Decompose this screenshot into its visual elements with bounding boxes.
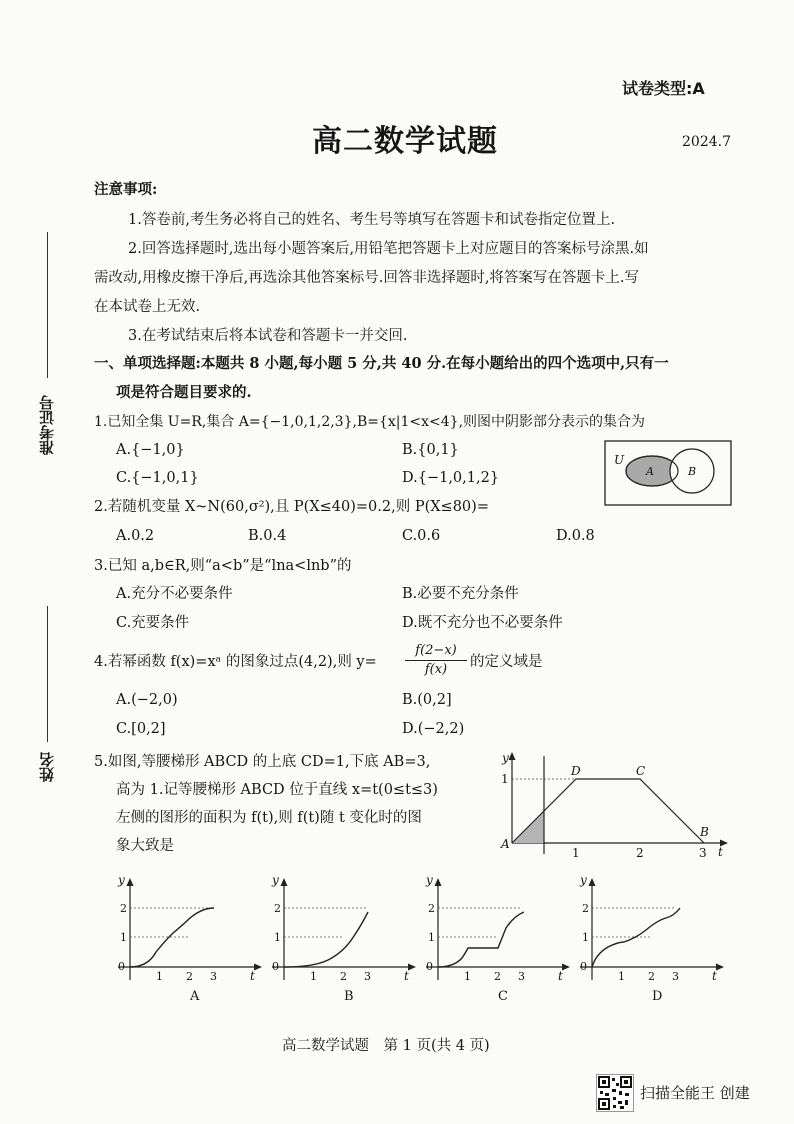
graph-a-label-y1: 1 [120, 931, 127, 944]
graph-a-option-label: A [190, 989, 200, 1002]
q4-fraction-denominator: f(x) [424, 662, 448, 677]
q4-stem-start: 4.若幂函数 f(x)=xᵃ 的图象过点(4,2),则 y= [94, 654, 377, 670]
graph-d-label-x3: 3 [672, 970, 679, 983]
graph-b-label-y: y [272, 873, 279, 887]
q2-option-b: B.0.4 [248, 528, 287, 544]
graph-a-label-x2: 2 [186, 970, 193, 983]
q3-option-c: C.充要条件 [116, 615, 190, 631]
graph-b-label-x2: 2 [340, 970, 347, 983]
page-title: 高二数学试题 [312, 124, 498, 159]
figure-vertex-c: C [636, 764, 646, 778]
q3-option-a: A.充分不必要条件 [116, 586, 233, 602]
q2-option-a: A.0.2 [116, 528, 155, 544]
graph-a-label-t: t [250, 969, 255, 983]
graph-d-label-x2: 2 [648, 970, 655, 983]
graph-c-curve [438, 912, 524, 967]
name-label: 姓名 [38, 752, 56, 782]
graph-d-label-y2: 2 [582, 902, 589, 915]
graph-b-label-x3: 3 [364, 970, 371, 983]
graph-a-label-x3: 3 [210, 970, 217, 983]
q1-stem: 1.已知全集 U=R,集合 A={−1,0,1,2,3},B={x|1<x<4},则图中阴影部分表示的集合为 [94, 414, 646, 430]
q4-option-c: C.[0,2] [116, 721, 166, 737]
q4-fraction-numerator: f(2−x) [405, 642, 467, 661]
q3-option-d: D.既不充分也不必要条件 [402, 615, 563, 631]
exam-date: 2024.7 [682, 134, 731, 150]
figure-vertex-a: A [501, 837, 510, 851]
graph-d-label-y: y [580, 873, 587, 887]
scanner-watermark: 扫描全能王 创建 [640, 1084, 750, 1102]
graph-a-label-y: y [118, 873, 125, 887]
exam-id-label: 准考证号 [38, 395, 56, 455]
graph-b-label-t: t [404, 969, 409, 983]
figure-label-two-x: 2 [636, 846, 644, 860]
graph-d-label-y1: 1 [582, 931, 589, 944]
section-heading-line-1: 一、单项选择题:本题共 8 小题,每小题 5 分,共 40 分.在每小题给出的四个选项中,只有一 [94, 355, 669, 372]
graph-b-option-label: B [344, 989, 354, 1002]
graph-c-label-y: y [426, 873, 433, 887]
figure-vertex-d: D [571, 764, 581, 778]
q4-option-d: D.(−2,2) [402, 721, 465, 737]
graph-b-curve [284, 912, 368, 967]
q5-line-1: 5.如图,等腰梯形 ABCD 的上底 CD=1,下底 AB=3, [94, 754, 431, 770]
paper-type: 试卷类型:A [622, 79, 705, 98]
graph-a-axes [118, 878, 262, 980]
venn-diagram [604, 440, 734, 508]
notice-item-2-line-1: 2.回答选择题时,选出每小题答案后,用铅笔把答题卡上对应题目的答案标号涂黑.如 [128, 241, 649, 257]
graph-option-c [418, 872, 580, 1002]
notice-heading: 注意事项: [94, 181, 158, 198]
graph-d-label-t: t [712, 969, 717, 983]
graph-option-d [572, 872, 734, 1002]
name-line [47, 606, 48, 742]
figure-label-y: y [502, 751, 509, 765]
graph-d-label-x1: 1 [618, 970, 625, 983]
q4-option-a: A.(−2,0) [116, 692, 178, 708]
q3-option-b: B.必要不充分条件 [402, 586, 519, 602]
graph-d-axes [580, 878, 724, 980]
q1-option-b: B.{0,1} [402, 442, 459, 458]
page-footer: 高二数学试题 第 1 页(共 4 页) [282, 1038, 490, 1054]
q1-option-d: D.{−1,0,1,2} [402, 470, 500, 486]
notice-item-2-line-3: 在本试卷上无效. [94, 299, 201, 315]
graph-option-b [264, 872, 426, 1002]
graph-d-ticks [592, 908, 676, 937]
q2-option-c: C.0.6 [402, 528, 441, 544]
q4-fraction [405, 642, 467, 678]
figure-y-arrow [509, 752, 516, 760]
figure-label-one-y: 1 [501, 772, 509, 786]
graph-b-label-y2: 2 [274, 902, 281, 915]
graph-b-axes [272, 878, 416, 980]
notice-item-3: 3.在考试结束后将本试卷和答题卡一并交回. [128, 328, 408, 344]
graph-c-option-label: C [498, 989, 508, 1002]
q4-stem-end: 的定义域是 [470, 654, 543, 670]
graph-c-label-o: 0 [426, 960, 433, 973]
graph-a-label-o: 0 [118, 960, 125, 973]
venn-label-a: A [646, 465, 654, 478]
figure-label-three-x: 3 [699, 846, 707, 860]
graph-a-label-y2: 2 [120, 902, 127, 915]
venn-label-u: U [614, 453, 625, 467]
q5-line-2: 高为 1.记等腰梯形 ABCD 位于直线 x=t(0≤t≤3) [116, 782, 438, 798]
graph-c-label-x1: 1 [464, 970, 471, 983]
q5-line-4: 象大致是 [116, 838, 174, 854]
qr-code-icon [596, 1074, 634, 1112]
q2-stem: 2.若随机变量 X~N(60,σ²),且 P(X≤40)=0.2,则 P(X≤80)= [94, 499, 489, 515]
graph-b-label-y1: 1 [274, 931, 281, 944]
graph-d-option-label: D [652, 989, 663, 1002]
figure-label-one-x: 1 [572, 846, 580, 860]
graph-a-label-x1: 1 [156, 970, 163, 983]
graph-d-label-o: 0 [580, 960, 587, 973]
graph-c-label-y2: 2 [428, 902, 435, 915]
trapezoid-figure [496, 748, 732, 860]
notice-item-1: 1.答卷前,考生务必将自己的姓名、考生号等填写在答题卡和试卷指定位置上. [128, 212, 616, 228]
q2-option-d: D.0.8 [556, 528, 595, 544]
graph-a-curve [130, 908, 214, 967]
exam-id-line [47, 232, 48, 378]
graph-c-label-t: t [558, 969, 563, 983]
graph-d-curve [592, 908, 680, 967]
graph-c-label-y1: 1 [428, 931, 435, 944]
q3-stem: 3.已知 a,b∈R,则“a<b”是“lna<lnb”的 [94, 558, 352, 574]
figure-label-t: t [718, 845, 723, 859]
graph-option-a [110, 872, 272, 1002]
figure-vertex-b: B [700, 825, 709, 839]
graph-c-label-x2: 2 [494, 970, 501, 983]
venn-label-b: B [688, 465, 697, 478]
graph-c-label-x3: 3 [518, 970, 525, 983]
q5-line-3: 左侧的图形的面积为 f(t),则 f(t)随 t 变化时的图 [116, 810, 422, 826]
graph-c-axes [426, 878, 570, 980]
section-heading-line-2: 项是符合题目要求的. [116, 384, 252, 401]
graph-b-label-o: 0 [272, 960, 279, 973]
q1-option-c: C.{−1,0,1} [116, 470, 199, 486]
graph-a-ticks [130, 908, 214, 937]
notice-item-2-line-2: 需改动,用橡皮擦干净后,再选涂其他答案标号.回答非选择题时,将答案写在答题卡上.写 [94, 270, 640, 286]
q4-option-b: B.(0,2] [402, 692, 452, 708]
q1-option-a: A.{−1,0} [116, 442, 185, 458]
graph-b-label-x1: 1 [310, 970, 317, 983]
